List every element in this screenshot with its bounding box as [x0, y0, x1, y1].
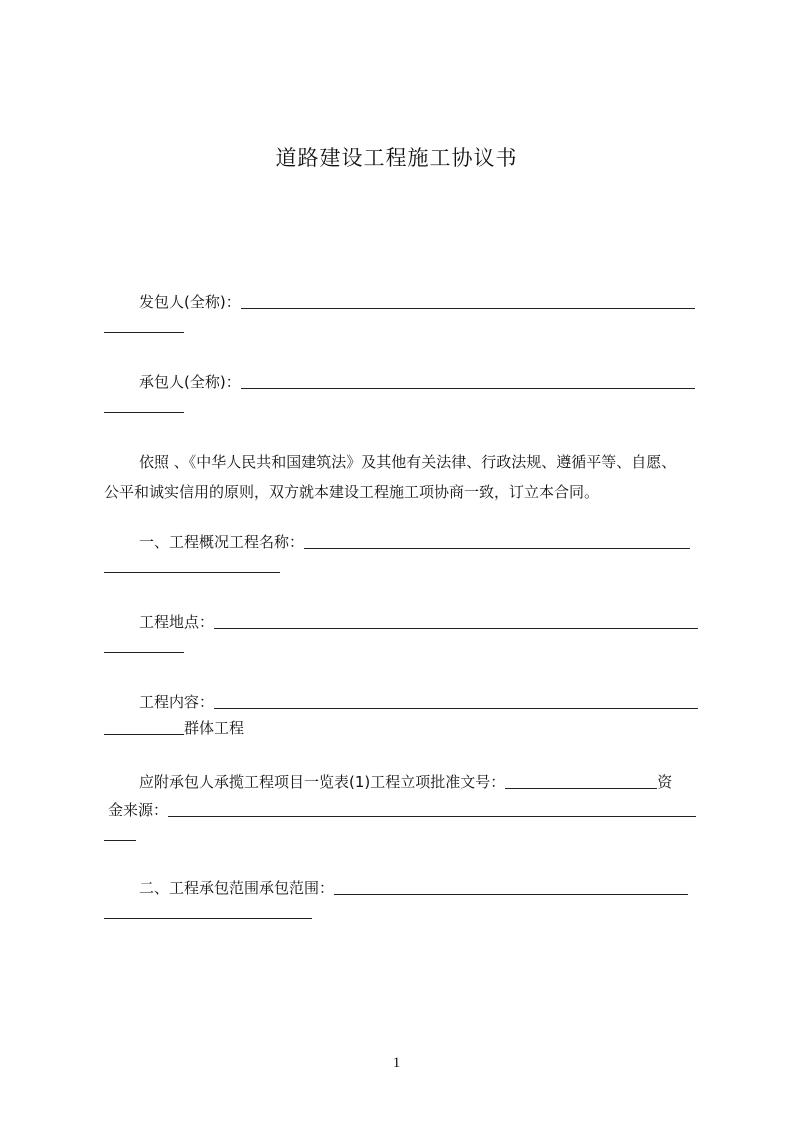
scope-blank-continued[interactable] — [104, 904, 312, 919]
project-name-field-continued — [104, 558, 280, 576]
approval-number-field — [139, 772, 672, 792]
approval-number-blank[interactable] — [505, 774, 657, 789]
project-location-blank-continued[interactable] — [104, 638, 184, 653]
funding-source-blank[interactable] — [168, 802, 696, 817]
preamble-text-1: 依照 、《中华人民共和国建筑法》及其他有关法律、行政法规、遵循平等、自愿、 — [139, 453, 677, 471]
contractor-blank[interactable] — [241, 374, 695, 389]
funding-prefix: 资 — [657, 773, 673, 791]
preamble-line-1 — [139, 452, 676, 472]
funding-label: 金来源： — [108, 801, 169, 819]
scope-blank[interactable] — [334, 880, 688, 895]
contractor-label: 承包人(全称)： — [139, 373, 241, 391]
scope-label: 二、工程承包范围承包范围： — [139, 879, 335, 897]
employer-blank[interactable] — [241, 294, 695, 309]
project-location-blank[interactable] — [214, 614, 698, 629]
scope-field — [139, 878, 688, 898]
project-content-label: 工程内容： — [139, 693, 215, 711]
page-number: 1 — [392, 1055, 401, 1071]
employer-field-continued — [104, 318, 184, 336]
employer-label: 发包人(全称)： — [139, 293, 241, 311]
scope-field-continued — [104, 904, 312, 922]
funding-source-blank-continued[interactable] — [104, 826, 136, 841]
project-location-label: 工程地点： — [139, 613, 215, 631]
employer-field — [139, 292, 695, 312]
appendix-text: 应附承包人承揽工程项目一览表(1)工程立项批准文号： — [139, 773, 506, 791]
project-name-field — [139, 532, 690, 552]
document-title: 道路建设工程施工协议书 — [275, 146, 518, 170]
funding-source-field-continued — [104, 826, 136, 844]
preamble-text-2: 公平和诚实信用的原则，双方就本建设工程施工项协商一致，订立本合同。 — [104, 483, 600, 501]
project-location-field-continued — [104, 638, 184, 656]
contractor-field-continued — [104, 398, 184, 416]
project-content-field-continued — [104, 718, 244, 738]
preamble-line-2 — [104, 482, 599, 502]
employer-blank-continued[interactable] — [104, 318, 184, 333]
project-location-field — [139, 612, 698, 632]
project-name-blank-continued[interactable] — [104, 558, 280, 573]
funding-source-field — [108, 800, 696, 820]
contractor-blank-continued[interactable] — [104, 398, 184, 413]
contractor-field — [139, 372, 695, 392]
project-content-field — [139, 692, 698, 712]
project-content-suffix: 群体工程 — [184, 719, 245, 737]
project-name-blank[interactable] — [304, 534, 690, 549]
project-name-label: 一、工程概况工程名称： — [139, 533, 305, 551]
project-content-blank-continued[interactable] — [104, 720, 184, 735]
project-content-blank[interactable] — [214, 694, 698, 709]
